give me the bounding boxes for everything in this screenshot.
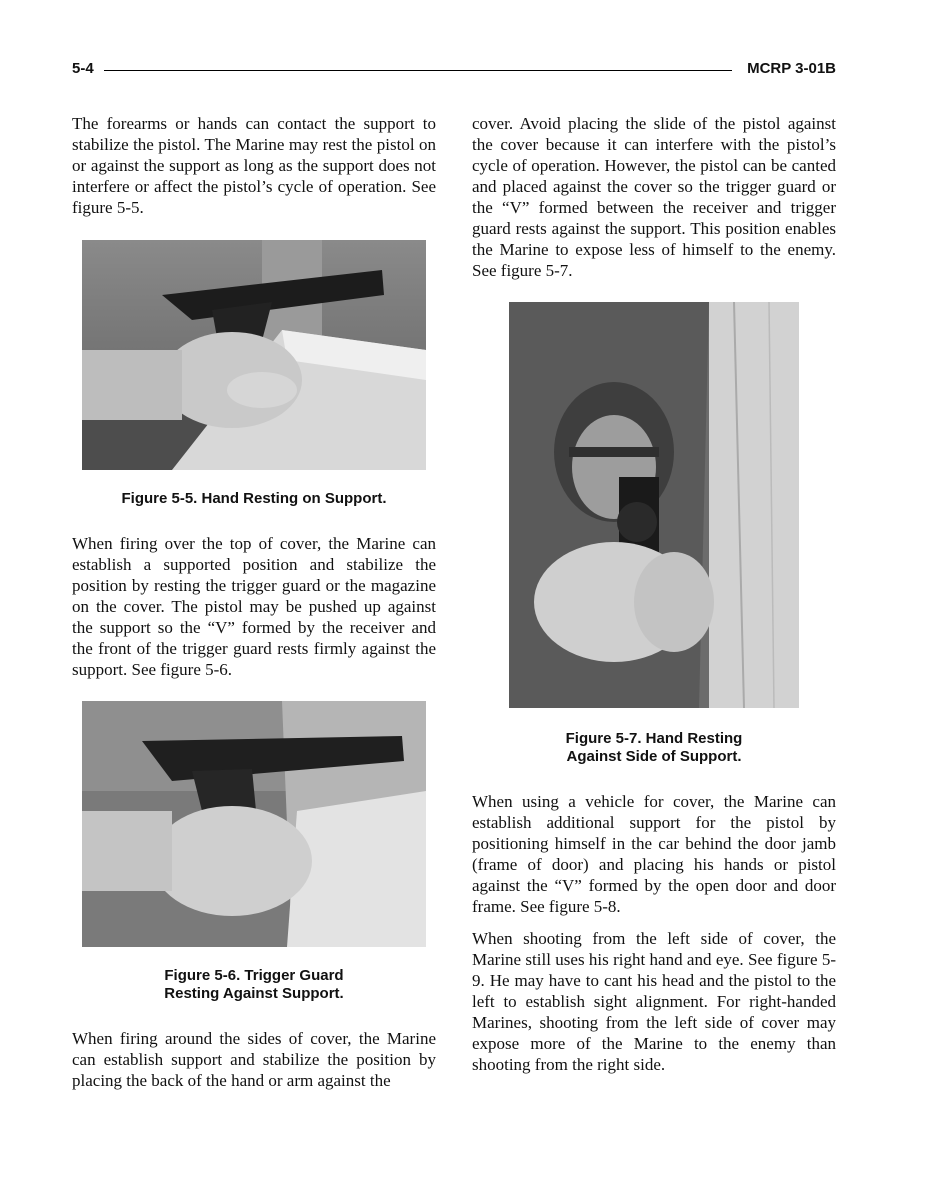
figure-caption-line: Against Side of Support.: [566, 748, 742, 765]
hand-resting-on-support-image: [82, 240, 426, 470]
left-column: [72, 113, 436, 1091]
document-id: MCRP 3-01B: [747, 60, 836, 77]
figure-caption-line: Resting Against Support.: [164, 985, 344, 1002]
body-paragraph: When firing over the top of cover, the Marine can establish a supported position and stabilize the position by resting the trigger guard or the magazine on the cover. The pistol may be pushed up against the support so the “V” formed by the receiver and the front of the trigger guard rests firmly against the support. See figure 5-6.: [72, 534, 436, 679]
right-column: [472, 113, 836, 1075]
trigger-guard-resting-image: [82, 701, 426, 947]
figure-caption-line: Figure 5-7. Hand Resting: [565, 730, 743, 747]
running-header: [72, 58, 836, 82]
body-paragraph: The forearms or hands can contact the support to stabilize the pistol. The Marine may rest the pistol on or against the support as long as the support does not interfere or affect the pistol’s cycle of operation. See figure 5-5.: [72, 114, 436, 217]
figure-5-5-photo: [82, 240, 426, 470]
figure-caption-line: Figure 5-6. Trigger Guard: [164, 967, 344, 984]
header-rule: [104, 70, 732, 71]
page-number: 5-4: [72, 60, 94, 77]
hand-resting-against-side-image: [509, 302, 799, 708]
figure-5-7-photo: [509, 302, 799, 708]
figure-caption: Figure 5-5. Hand Resting on Support.: [121, 490, 387, 507]
figure-5-6-photo: [82, 701, 426, 947]
body-paragraph: When using a vehicle for cover, the Marine can establish additional support for the pistol by positioning himself in the car behind the door jamb (frame of door) and placing his hands or pistol against the “V” formed by the open door and door frame. See figure 5-8.: [472, 792, 836, 916]
body-paragraph: When shooting from the left side of cover, the Marine still uses his right hand and eye. See figure 5-9. He may have to cant his head and the pistol to the left to establish sight alignment. For right-handed Marines, shooting from the left side of cover may expose more of the Marine to the enemy than shooting from the right side.: [472, 929, 836, 1074]
body-paragraph: cover. Avoid placing the slide of the pistol against the cover because it can interfere with the pistol’s cycle of operation. However, the pistol can be canted and placed against the cover so the trigger guard or the “V” formed between the receiver and trigger guard rests against the support. This position enables the Marine to expose less of himself to the enemy. See figure 5-7.: [472, 114, 836, 280]
body-paragraph: When firing around the sides of cover, the Marine can establish support and stabilize the position by placing the back of the hand or arm against the: [72, 1029, 436, 1090]
